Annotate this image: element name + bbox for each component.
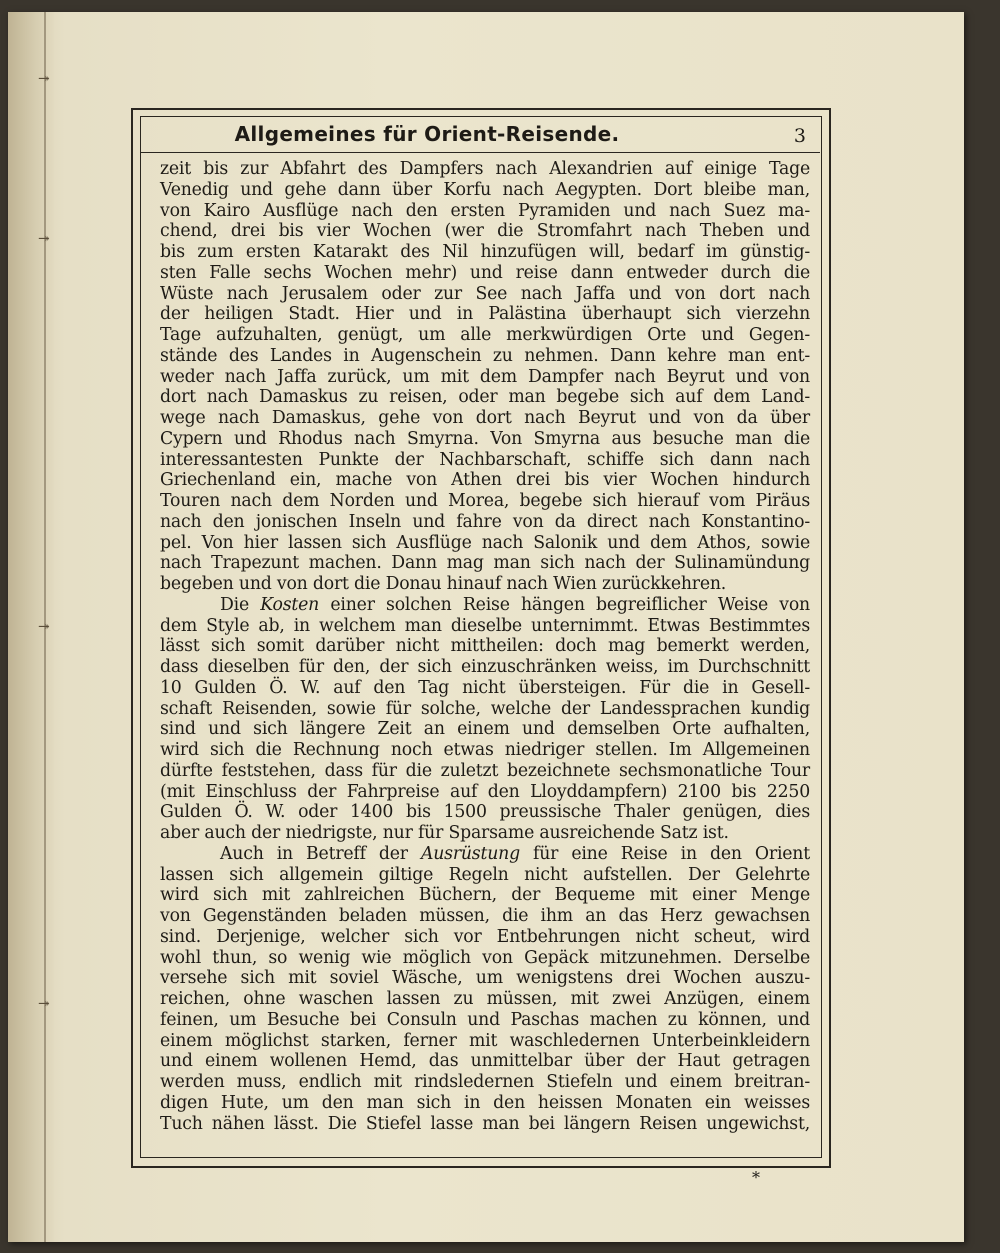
- text-line: [160, 595, 810, 616]
- header-title: Allgemeines für Orient-Reisende.: [234, 122, 620, 146]
- text-line: lässt sich somit darüber nicht mittheilen: doch mag bemerkt werden,: [160, 636, 810, 657]
- body-text: [160, 159, 810, 1134]
- text-line: sind. Derjenige, welcher sich vor Entbehrungen nicht scheut, wird: [160, 926, 810, 947]
- text-line: dem Style ab, in welchem man dieselbe unternimmt. Etwas Bestimmtes: [160, 615, 810, 636]
- page-number: 3: [793, 125, 806, 147]
- text-line: Wüste nach Jerusalem oder zur See nach Jaffa und von dort nach: [160, 283, 810, 304]
- text-line: schaft Reisenden, sowie für solche, welche der Landessprachen kundig: [160, 698, 810, 719]
- emphasized-term: Kosten: [260, 594, 320, 615]
- text-segment: für eine Reise in den Orient: [519, 843, 810, 864]
- text-line: Griechenland ein, mache von Athen drei bis vier Wochen hindurch: [160, 470, 810, 491]
- text-line: Tuch nähen lässt. Die Stiefel lasse man bei längern Reisen ungewichst,: [160, 1113, 810, 1134]
- text-line: aber auch der niedrigste, nur für Sparsame ausreichende Satz ist.: [160, 823, 729, 843]
- stitch-icon: ↠: [38, 619, 50, 635]
- text-line: begeben und von dort die Donau hinauf nach Wien zurückkehren.: [160, 574, 727, 594]
- text-segment: Auch in Betreff der: [220, 843, 421, 864]
- text-segment: einer solchen Reise hängen begreiflicher Weise von: [319, 594, 810, 615]
- text-line: Touren nach dem Norden und Morea, begebe sich hierauf vom Piräus: [160, 491, 810, 511]
- text-line: wege nach Damaskus, gehe von dort nach Beyrut und von da über: [160, 408, 810, 428]
- text-line: Venedig und gehe dann über Korfu nach Aegypten. Dort bleibe man,: [160, 179, 810, 200]
- text-line: sind und sich längere Zeit an einem und demselben Orte aufhalten,: [160, 719, 810, 740]
- text-line: sten Falle sechs Wochen mehr) und reise dann entweder durch die: [160, 262, 810, 283]
- stitch-icon: ↠: [38, 996, 50, 1012]
- text-line: chend, drei bis vier Wochen (wer die Stromfahrt nach Theben und: [160, 221, 810, 242]
- text-line: digen Hute, um den man sich in den heissen Monaten ein weisses: [160, 1092, 810, 1113]
- text-line: pel. Von hier lassen sich Ausflüge nach Salonik und dem Athos, sowie: [160, 532, 810, 553]
- text-line: und einem wollenen Hemd, das unmittelbar über der Haut getragen: [160, 1051, 810, 1072]
- text-line: einem möglichst starken, ferner mit waschledernen Unterbeinkleidern: [160, 1030, 810, 1051]
- stitch-icon: ↠: [38, 71, 50, 87]
- text-line: dürfte feststehen, dass für die zuletzt bezeichnete sechsmonatliche Tour: [160, 760, 810, 781]
- signature-mark: *: [752, 1168, 760, 1187]
- text-line: von Kairo Ausflüge nach den ersten Pyramiden und nach Suez ma-: [160, 200, 810, 221]
- text-line: wird sich mit zahlreichen Büchern, der Bequeme mit einer Menge: [160, 885, 810, 906]
- text-line: Tage aufzuhalten, genügt, um alle merkwürdigen Orte und Gegen-: [160, 325, 810, 345]
- text-line: dass dieselben für den, der sich einzuschränken weiss, im Durchschnitt: [160, 657, 810, 677]
- text-line: stände des Landes in Augenschein zu nehmen. Dann kehre man ent-: [160, 345, 810, 366]
- text-line: wird sich die Rechnung noch etwas niedriger stellen. Im Allgemeinen: [160, 740, 810, 760]
- text-line: werden muss, endlich mit rindsledernen Stiefeln und einem breitran-: [160, 1072, 810, 1092]
- text-line: versehe sich mit soviel Wäsche, um wenigstens drei Wochen auszu-: [160, 968, 810, 989]
- text-line: 10 Gulden Ö. W. auf den Tag nicht übersteigen. Für die in Gesell-: [160, 677, 810, 698]
- text-segment: Die: [220, 594, 261, 615]
- text-line: lassen sich allgemein giltige Regeln nicht aufstellen. Der Gelehrte: [160, 864, 810, 885]
- text-line: Gulden Ö. W. oder 1400 bis 1500 preussische Thaler genügen, dies: [160, 802, 810, 823]
- text-line: wohl thun, so wenig wie möglich von Gepäck mitzunehmen. Derselbe: [160, 947, 810, 968]
- text-line: weder nach Jaffa zurück, um mit dem Dampfer nach Beyrut und von: [160, 366, 810, 387]
- text-line: interessantesten Punkte der Nachbarschaft, schiffe sich dann nach: [160, 449, 810, 470]
- text-line: Cypern und Rhodus nach Smyrna. Von Smyrna aus besuche man die: [160, 428, 810, 449]
- text-line: (mit Einschluss der Fahrpreise auf den Lloyddampfern) 2100 bis 2250: [160, 781, 810, 802]
- text-line: nach Trapezunt machen. Dann mag man sich nach der Sulinamündung: [160, 553, 810, 574]
- text-line: dort nach Damaskus zu reisen, oder man begebe sich auf dem Land-: [160, 387, 810, 408]
- running-header: [140, 118, 820, 153]
- text-line: der heiligen Stadt. Hier und in Palästina überhaupt sich vierzehn: [160, 304, 810, 325]
- text-line: von Gegenständen beladen müssen, die ihm an das Herz gewachsen: [160, 906, 810, 926]
- stitch-icon: ↠: [38, 231, 50, 247]
- text-line: nach den jonischen Inseln und fahre von da direct nach Konstantino-: [160, 511, 810, 532]
- text-line: reichen, ohne waschen lassen zu müssen, mit zwei Anzügen, einem: [160, 989, 810, 1009]
- text-line: zeit bis zur Abfahrt des Dampfers nach Alexandrien auf einige Tage: [160, 159, 810, 179]
- text-line: [160, 844, 810, 865]
- emphasized-term: Ausrüstung: [420, 843, 520, 864]
- text-line: bis zum ersten Katarakt des Nil hinzufügen will, bedarf im günstig-: [160, 242, 810, 262]
- text-line: feinen, um Besuche bei Consuln und Paschas machen zu können, und: [160, 1009, 810, 1030]
